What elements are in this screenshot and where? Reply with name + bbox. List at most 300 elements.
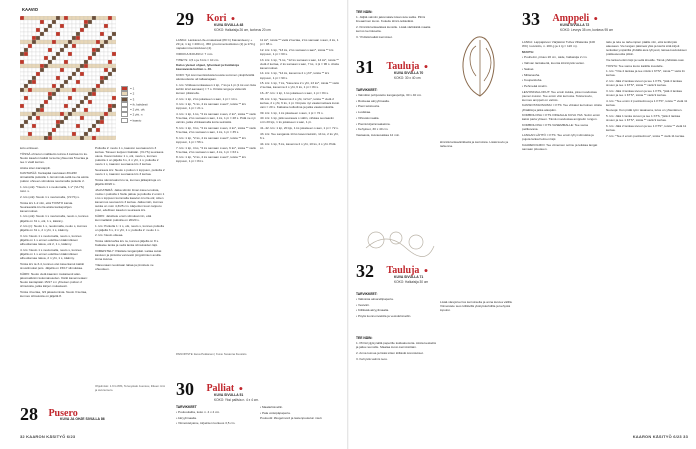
chart-cell (44, 72, 48, 76)
pattern-32-title: Tauluja (386, 265, 420, 276)
chart-cell (76, 96, 80, 100)
chart-cell (96, 108, 100, 112)
pattern-30-title: Palliat (206, 383, 235, 394)
chart-cell (32, 40, 36, 44)
chart-cell (24, 120, 28, 124)
chart-cell (64, 120, 68, 124)
chart-cell (44, 104, 48, 108)
pattern-31-koko: KOKO: 30 x 40 cm (394, 76, 421, 80)
chart-cell (44, 24, 48, 28)
chart-cell (20, 52, 24, 56)
chart-cell (96, 92, 100, 96)
chart-cell (100, 96, 104, 100)
chart-cell (56, 124, 60, 128)
chart-cell (96, 76, 100, 80)
legend-item-6: = 2 yht. n (121, 112, 161, 117)
chart-cell (112, 16, 116, 20)
chart-cell (28, 28, 32, 32)
chart-cell (104, 128, 108, 132)
chart-cell (112, 40, 116, 44)
chart-cell (108, 20, 112, 24)
chart-cell (88, 92, 92, 96)
chart-cell (100, 68, 104, 72)
chart-cell (20, 136, 24, 140)
chart-cell (108, 100, 112, 104)
chart-cell (28, 40, 32, 44)
pattern-30-dot: ● (238, 384, 243, 393)
chart-cell (60, 92, 64, 96)
chart-cell (72, 136, 76, 140)
chart-cell (76, 84, 80, 88)
chart-cell (92, 76, 96, 80)
chart-cell (84, 40, 88, 44)
chart-cell (56, 32, 60, 36)
pattern-33-number: 33 (522, 9, 540, 29)
chart-cell (88, 68, 92, 72)
chart-cell (44, 48, 48, 52)
chart-cell (80, 44, 84, 48)
chart-cell (80, 24, 84, 28)
chart-cell (44, 112, 48, 116)
chart-cell (80, 48, 84, 52)
chart-cell (36, 28, 40, 32)
chart-cell (92, 44, 96, 48)
chart-label: KAAVIO (22, 7, 38, 12)
chart-cell (80, 136, 84, 140)
chart-cell (56, 28, 60, 32)
chart-cell (68, 44, 72, 48)
chart-cell (80, 100, 84, 104)
chart-cell (80, 124, 84, 128)
chart-cell (20, 120, 24, 124)
chart-cell (52, 28, 56, 32)
chart-cell (68, 24, 72, 28)
chart-cell (92, 80, 96, 84)
chart-cell (104, 36, 108, 40)
pattern-33-title: Amppeli (552, 13, 590, 24)
chart-cell (40, 24, 44, 28)
chart-cell (84, 56, 88, 60)
chart-cell (72, 104, 76, 108)
chart-cell (36, 120, 40, 124)
chart-cell (44, 88, 48, 92)
chart-cell (60, 48, 64, 52)
pattern-33-column-2: taito ja tela se tarkempien päälle niin, että lenkki jää alaosaan. Vie langan päämeä yläs ja kiertä siitä kirjoit terästäsi ympäriltä yhdällä aiva lyhyesti, lainaa kuulotuksen poikkeavuutta pitkin. Vie lanka lenkin läpi ja vedä kireälle. Tämä yhdistää osat. TOISTA: Tee sama kuvio kaikille kuudelle. 1. krs: *Ota 4 lankaa ja tee niistä 1 KTS*, toista ** vielä 11 kertaa. 2. krs: Jätä 2 lankaa sivuun ja tee 1 KTS, *jätä 4 lankaa sivuun ja tee 1 KTS*, toista ** vielä 9 kertaa. 3. krs: Jätä 4 lankaa sivuun ja tee 1 KTS, *jätä 4 lankaa sivuun ja tee 1 KTS*, toista ** vielä 9 kertaa. 4. krs: *Tee ensin 2 puolisolmua ja 1 KTS*, toista ** vielä 11 kertaa. Neuvoja: Kun pidät työn tasaisena, tulos on yhtenäinen. 5. krs: Jätä 1 lanka sivuun ja tee 1 KTS, *jätä 4 lankaa sivuun ja tee 1 KTS*, toista ** vielä 9 kertaa. 6. krs: Jätä 2 lankaa sivuun ja tee 1 KTS*, toista ** vielä 11 kertaa. 7. krs: *Tee 2 ensin puolisolmua*, toista ** vielä 11 kertaa. (606, 40, 688, 138)
chart-cell (96, 84, 100, 88)
chart-cell (92, 116, 96, 120)
chart-cell (84, 36, 88, 40)
chart-cell (24, 60, 28, 64)
chart-cell (80, 112, 84, 116)
chart-cell (100, 80, 104, 84)
chart-cell (64, 60, 68, 64)
chart-cell (76, 44, 80, 48)
chart-cell (64, 40, 68, 44)
chart-cell (60, 100, 64, 104)
pattern-29-title: Kori (206, 13, 227, 24)
chart-cell (84, 132, 88, 136)
pattern-32-header (356, 261, 456, 284)
chart-cell (32, 68, 36, 72)
chart-cell (100, 72, 104, 76)
chart-cell (56, 96, 60, 100)
chart-cell (48, 44, 52, 48)
chart-cell (104, 68, 108, 72)
chart-cell (60, 44, 64, 48)
chart-cell (76, 88, 80, 92)
chart-cell (48, 72, 52, 76)
chart-cell (32, 92, 36, 96)
chart-cell (68, 16, 72, 20)
chart-cell (60, 72, 64, 76)
chart-cell (84, 16, 88, 20)
chart-cell (88, 44, 92, 48)
chart-cell (92, 32, 96, 36)
pattern-30-koko: KOKO: Yksi pallivia n. 4 x 4 cm. (214, 398, 259, 402)
chart-cell (64, 116, 68, 120)
chart-cell (112, 20, 116, 24)
chart-cell (76, 28, 80, 32)
chart-cell (76, 48, 80, 52)
chart-cell (20, 92, 24, 96)
chart-cell (44, 76, 48, 80)
chart-cell (36, 72, 40, 76)
chart-cell (44, 68, 48, 72)
chart-cell (48, 16, 52, 20)
chart-cell (108, 136, 112, 140)
chart-cell (20, 72, 24, 76)
chart-cell (80, 116, 84, 120)
pattern-30-subtitle: KUVA SIVULLA 51 (214, 393, 244, 397)
chart-cell (64, 88, 68, 92)
pattern-29-column-2: 11 ks*, toista ** vielä 2 kertaa, 2 ks samaan s:aan, 4 ks, 1 pi = 98 s. 12. krs: 1 kp, *13 ks, 2 ks samaan s:aan*, toista ** krs loppuun, 1 pi = 60 s. 13. krs: 1 kp, *1 ks, *12 ks samaan s:aan, 14 ks*, toista ** vielä 2 kertaa, 2 ks samaan s:aan, 7 ks, 1 pi = 96 s. Aloita kavennukset. 14. krs: 1 kp, *14 ks, kavenna 2 s yht*, toista ** krs loppuun, 1 pi = 90 s. 15. krs: 1 kp, 7 ks, *kavenna 2 s yht, 13 ks*, toista ** vielä 2 kertaa, kavenna 2 s yht, 6 ks, 1 pi = 84 s. 16.-37. krs: 1 kp, 1 ks jokaiseen s:aan, 1 pi = 84 s. 38. krs: 1 kp, *kavenna 2 s yht, 12 ks*, toista ** vielä 2 kertaa, 2 s yht, 6 ks, 1 pi. Ompele nyt vaalennettava kuvio vain = 20 s. Katkaise kulkuilma ja jatka vaalennuksilla. 39. krs: 1 kp, 1 ks jokaiseen s:aan, 1 pi = 72 s. 40. krs: 1 kp, jätä seuraava s väliin, virkkaa seuraaviin s:iin 20 kjs, 1 ks jokaiseen s:aan, 1 pi. 41.-42. krs: 1 kp, 20 kjs, 1 ks jokaiseen s:aan, 1 pi = 72 s. 43. krs: Tee sangasta 14 ks kavennuksiin, 14 ks, 2 ks yht, 6 s. 44. krs: 1 kp, 5 ks, kavenna 2 s yht, 10 ks, 2 s yht. Pidä s:t. (260, 38, 340, 150)
chart-cell (56, 112, 60, 116)
pattern-28-header (20, 405, 160, 423)
chart-cell (68, 96, 72, 100)
pattern-31-dot: ● (423, 62, 429, 71)
chart-cell (92, 100, 96, 104)
chart-cell (76, 132, 80, 136)
chart-cell (40, 52, 44, 56)
chart-cell (72, 36, 76, 40)
chart-cell (88, 96, 92, 100)
chart-cell (92, 120, 96, 124)
chart-cell (60, 36, 64, 40)
chart-cell (76, 116, 80, 120)
chart-cell (56, 108, 60, 112)
chart-cell (84, 100, 88, 104)
chart-cell (96, 120, 100, 124)
chart-cell (36, 64, 40, 68)
chart-cell (40, 136, 44, 140)
chart-cell (92, 88, 96, 92)
chart-cell (32, 128, 36, 132)
chart-cell (108, 92, 112, 96)
chart-cell (32, 32, 36, 36)
pattern-32-text-2: Lisää värejä kerros kerrokselta ja anna kuivua välillä. Viimeistele teos kiiltävillä yksityiskohdilla ja kehystä lopuksi. (440, 300, 513, 313)
chart-cell (48, 96, 52, 100)
chart-cell (40, 16, 44, 20)
chart-cell (40, 32, 44, 36)
pattern-32-dot: ● (423, 266, 429, 275)
chart-cell (100, 120, 104, 124)
chart-cell (60, 60, 64, 64)
chart-legend (121, 86, 161, 123)
chart-cell (88, 56, 92, 60)
chart-cell (44, 136, 48, 140)
chart-cell (92, 136, 96, 140)
chart-cell (100, 36, 104, 40)
chart-cell (112, 120, 116, 124)
chart-cell (112, 56, 116, 60)
chart-cell (108, 60, 112, 64)
chart-cell (64, 64, 68, 68)
chart-cell (112, 48, 116, 52)
chart-cell (108, 44, 112, 48)
chart-cell (48, 84, 52, 88)
chart-cell (64, 132, 68, 136)
chart-cell (64, 76, 68, 80)
chart-cell (80, 52, 84, 56)
chart-cell (72, 20, 76, 24)
flower-illustration (356, 190, 436, 260)
chart-cell (112, 88, 116, 92)
chart-cell (112, 124, 116, 128)
chart-cell (76, 80, 80, 84)
chart-cell (92, 112, 96, 116)
chart-cell (80, 128, 84, 132)
chart-cell (40, 88, 44, 92)
chart-cell (72, 16, 76, 20)
legend-item-1: = 1 (121, 86, 161, 91)
chart-cell (92, 132, 96, 136)
chart-cell (52, 128, 56, 132)
chart-cell (76, 36, 80, 40)
chart-cell (52, 116, 56, 120)
chart-cell (32, 72, 36, 76)
chart-cell (28, 80, 32, 84)
chart-cell (44, 44, 48, 48)
pattern-32-number: 32 (356, 261, 374, 281)
chart-cell (36, 96, 40, 100)
chart-cell (104, 44, 108, 48)
chart-cell (64, 124, 68, 128)
chart-cell (88, 52, 92, 56)
chart-cell (60, 52, 64, 56)
chart-cell (112, 52, 116, 56)
chart-cell (44, 132, 48, 136)
chart-cell (104, 92, 108, 96)
chart-cell (108, 56, 112, 60)
chart-cell (48, 112, 52, 116)
chart-cell (24, 16, 28, 20)
chart-cell (60, 32, 64, 36)
chart-cell (80, 40, 84, 44)
chart-cell (76, 20, 80, 24)
chart-cell (60, 104, 64, 108)
chart-cell (88, 40, 92, 44)
chart-cell (56, 88, 60, 92)
chart-cell (20, 36, 24, 40)
chart-cell (72, 24, 76, 28)
chart-cell (88, 36, 92, 40)
chart-cell (36, 52, 40, 56)
chart-cell (84, 136, 88, 140)
chart-cell (24, 44, 28, 48)
knitting-chart (20, 16, 116, 140)
chart-cell (32, 64, 36, 68)
chart-cell (112, 104, 116, 108)
chart-cell (36, 100, 40, 104)
chart-cell (88, 60, 92, 64)
chart-cell (44, 84, 48, 88)
chart-cell (68, 72, 72, 76)
chart-cell (24, 20, 28, 24)
chart-cell (28, 48, 32, 52)
left-col2-footer: Ohjelmisto: 1.9 G.80S, Terveystalo Joensuu, liitteen nimi ja sivunumero. (95, 384, 165, 392)
chart-cell (24, 24, 28, 28)
chart-cell (60, 80, 64, 84)
chart-cell (28, 136, 32, 140)
chart-cell (52, 76, 56, 80)
chart-cell (52, 52, 56, 56)
pattern-30-tarvikkeet-2: • Maalartisivellin. • Pala voileipäpaperia. Puutuotti: #kugelmord ja lastenpuulelun mieli. (260, 405, 323, 421)
chart-cell (24, 76, 28, 80)
chart-cell (56, 44, 60, 48)
chart-cell (96, 100, 100, 104)
chart-cell (56, 120, 60, 124)
chart-cell (104, 100, 108, 104)
chart-cell (36, 104, 40, 108)
chart-cell (24, 72, 28, 76)
chart-cell (100, 60, 104, 64)
chart-cell (32, 112, 36, 116)
pattern-28-number: 28 (20, 404, 38, 424)
chart-cell (108, 32, 112, 36)
pattern-31-number: 31 (356, 57, 374, 77)
chart-cell (68, 124, 72, 128)
chart-cell (76, 40, 80, 44)
chart-cell (44, 20, 48, 24)
chart-cell (72, 92, 76, 96)
pattern-31-text-2: kiinnitä lankavärikkeitä ja kerroksia. Lisää kuvio ja tarkenna. (440, 140, 509, 149)
chart-cell (100, 28, 104, 32)
chart-cell (96, 96, 100, 100)
chart-cell (72, 32, 76, 36)
chart-cell (40, 132, 44, 136)
chart-cell (56, 68, 60, 72)
chart-cell (100, 112, 104, 116)
chart-cell (84, 96, 88, 100)
chart-cell (36, 56, 40, 60)
chart-cell (112, 92, 116, 96)
chart-cell (96, 36, 100, 40)
chart-cell (112, 44, 116, 48)
chart-cell (28, 96, 32, 100)
chart-cell (76, 60, 80, 64)
chart-cell (20, 80, 24, 84)
chart-cell (36, 132, 40, 136)
chart-cell (68, 20, 72, 24)
chart-cell (44, 32, 48, 36)
left-text-column-2: Puikolla 2: neulo 1 s, kaavion seuraava krs 3 kertaa. Toiseen ketjuun lisätään. (VLYS) seuraava oleva. Kavennuksia: 1 s, oik, neulo s, kunnes puikolla 1 on jäljellä 3 s, 2 n yht, 1 s; puikolla 2 neulo 1 s, kaavion seuraava krs 3 kertaa. Seuraava krs: Neulo s puikon 1 loppuun, puikolla 2 neulo 1 s, kaavion seuraava krs 3 kertaa. Toista nämä kaksi kru ta, kunnes jälkapintoja on jäljellä 20/20 s. JALKATERÄ: Jatka silmiin ilman kaven-nuksia, mutta n puikolla 1 Nelle jatkuu ja puikolla 2 ensin 1 s ks s loppuun kummalla kaavion kru lla oik; sitten kavennus seuraa krs 3 kertaa. Jatka näin, kunnes sukka on noin 4,3/25 cm. kärjenlun kuun tarjoutu puut, edellinen kaavion seuraava krs. KÄRKI: Jaloittele ensin silmukat niin, että kummallakin puikolla on 20/20 s. 1. krs: Puikolla 1: 1 s, oik, neulo s, kunnes puikolla on jäljellä 3 s, 2 n yht, 1 s; puikolla 2: neulo 1 s. 2. krs: Neulo oikeaa. Toista näitä kahta kru ta, kunnes jäljellä on 8 s. Katkaise lanka ja vedä lanka silmukoiden läpi. VIIMEISTELY: Päättele langanpäät. Laitaa sukat kastuun ja pinkotta varovasti pingottimien avulla. Anna kuivua. Yläreunaan neulotaan laitaa ja pinottele ne ohuudeen. (95, 146, 165, 271)
chart-cell (20, 44, 24, 48)
chart-cell (32, 104, 36, 108)
chart-cell (84, 108, 88, 112)
chart-cell (36, 88, 40, 92)
chart-cell (92, 48, 96, 52)
chart-cell (96, 48, 100, 52)
chart-cell (72, 40, 76, 44)
chart-cell (20, 16, 24, 20)
chart-cell (56, 36, 60, 40)
chart-cell (72, 108, 76, 112)
chart-cell (68, 120, 72, 124)
chart-cell (68, 28, 72, 32)
chart-cell (56, 56, 60, 60)
chart-cell (52, 24, 56, 28)
chart-cell (64, 16, 68, 20)
chart-cell (84, 48, 88, 52)
chart-cell (92, 104, 96, 108)
chart-cell (68, 84, 72, 88)
chart-cell (108, 124, 112, 128)
legend-item-3: = 3 (121, 97, 161, 102)
chart-cell (40, 68, 44, 72)
pattern-33-dot: ● (593, 14, 598, 23)
chart-cell (48, 20, 52, 24)
chart-cell (68, 116, 72, 120)
chart-cell (32, 136, 36, 140)
chart-cell (56, 16, 60, 20)
chart-cell (88, 100, 92, 104)
chart-cell (96, 80, 100, 84)
chart-cell (84, 112, 88, 116)
chart-cell (28, 16, 32, 20)
chart-cell (88, 128, 92, 132)
chart-cell (72, 56, 76, 60)
chart-cell (88, 108, 92, 112)
chart-cell (36, 112, 40, 116)
chart-cell (68, 52, 72, 56)
chart-cell (48, 28, 52, 32)
chart-cell (92, 108, 96, 112)
chart-cell (28, 32, 32, 36)
chart-cell (84, 124, 88, 128)
chart-cell (64, 32, 68, 36)
chart-cell (24, 68, 28, 72)
chart-cell (20, 32, 24, 36)
chart-cell (96, 128, 100, 132)
chart-cell (24, 136, 28, 140)
chart-cell (20, 96, 24, 100)
chart-cell (60, 88, 64, 92)
chart-cell (24, 36, 28, 40)
chart-cell (48, 132, 52, 136)
chart-cell (28, 52, 32, 56)
chart-cell (100, 20, 104, 24)
chart-cell (48, 76, 52, 80)
chart-cell (28, 24, 32, 28)
chart-cell (68, 108, 72, 112)
chart-cell (108, 72, 112, 76)
chart-cell (72, 48, 76, 52)
chart-cell (84, 128, 88, 132)
pattern-32-tarvikkeet: TARVIKKEET: • Valkoista akvarellipaperia. • Vesiväri. • Kiillävää akryylimaalia. • Pöytä luonnonvalolla ja vesivärisivellin. (356, 292, 412, 319)
chart-cell (32, 44, 36, 48)
chart-cell (68, 60, 72, 64)
chart-cell (28, 116, 32, 120)
